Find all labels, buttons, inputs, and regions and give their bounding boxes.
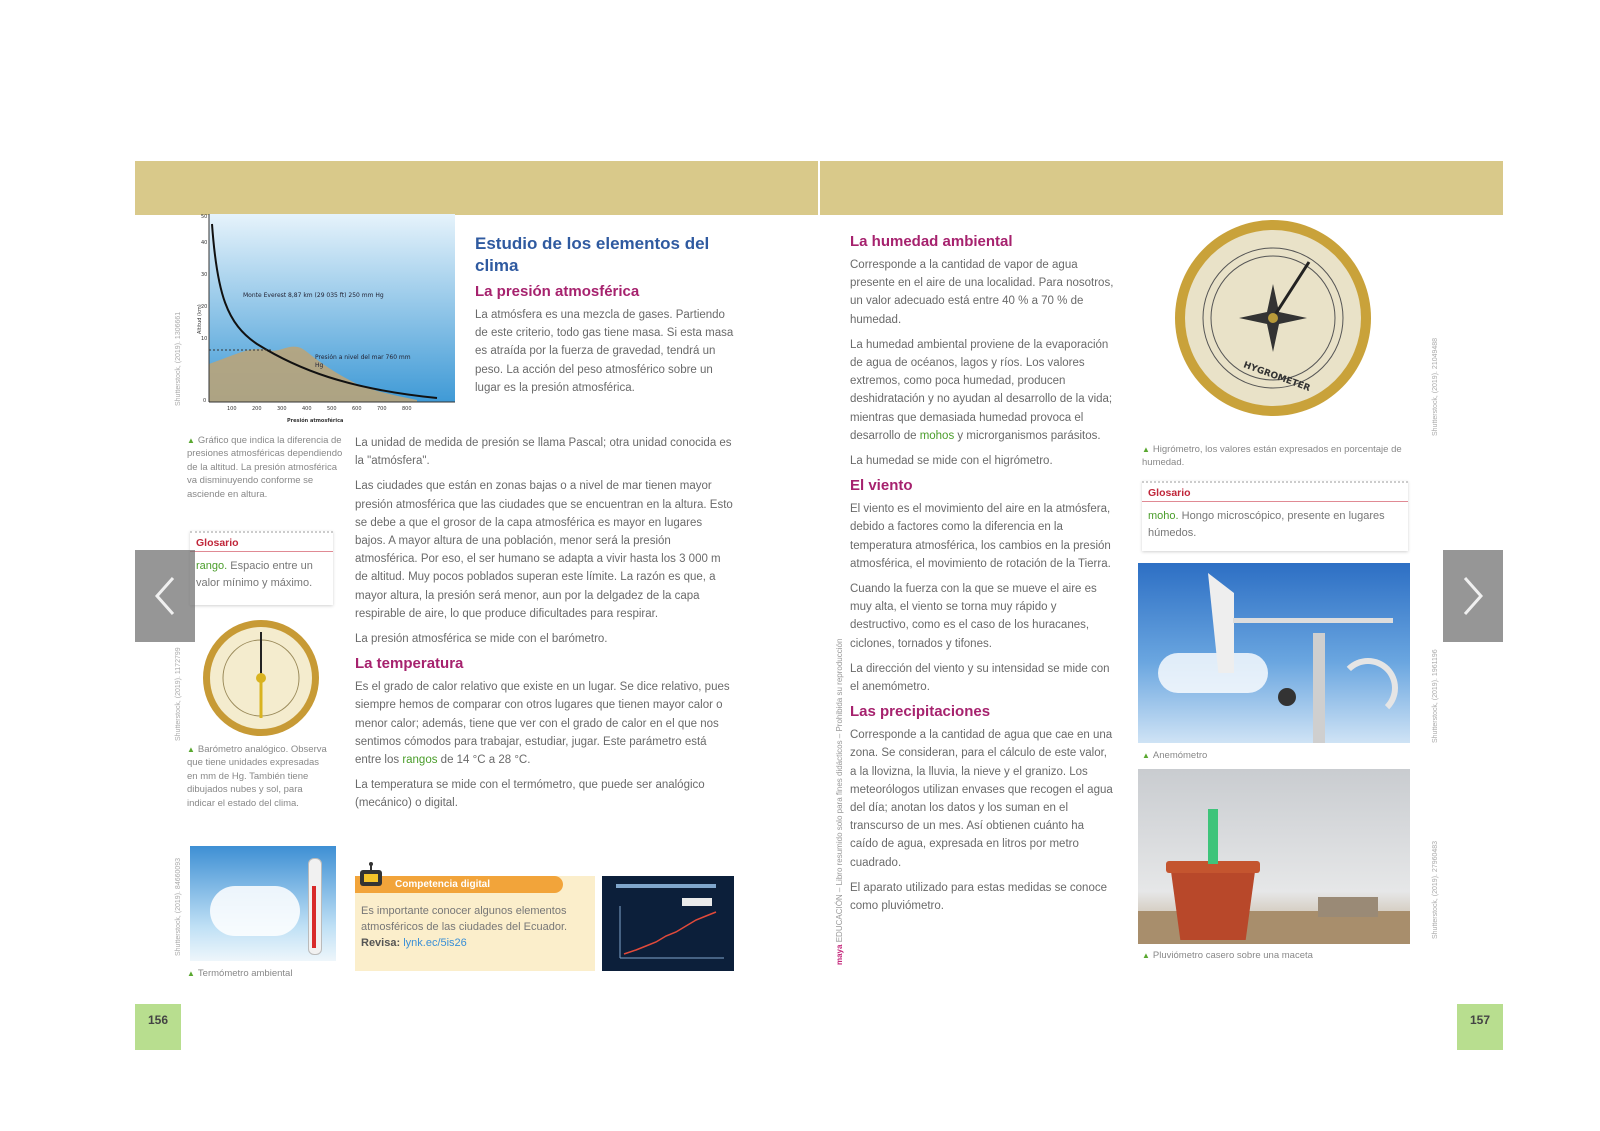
vertical-publisher-note	[835, 639, 844, 965]
svg-text:30: 30	[201, 272, 208, 278]
triangle-bullet-icon: ▲	[1142, 445, 1150, 454]
hygrometer-image	[1173, 218, 1373, 418]
glossary-box	[190, 531, 333, 605]
page-number: 156	[135, 1004, 181, 1050]
image-credit: Shutterstock, (2019). 84660093	[175, 857, 182, 956]
paragraph: El viento es el movimiento del aire en la atmósfera, debido a factores como la diferencia en la temperatura atmosférica, los cambios en la presión atmosférica, el movimiento de rotación de la Tierra.	[850, 503, 1111, 570]
hygrometer-caption: ▲ Higrómetro, los valores están expresados en porcentaje de humedad.	[1142, 444, 1402, 469]
image-credit: Shutterstock, (2019). 1172799	[175, 647, 182, 741]
svg-text:200: 200	[252, 406, 262, 412]
paragraph: La atmósfera es una mezcla de gases. Partiendo de este criterio, todo gas tiene masa. Si esta masa es atraída por la fuerza de gravedad, tendrá un peso. La acción del peso atmosférico sobre un lugar es la presión atmosférica.	[475, 309, 734, 394]
glossary-term: rango.	[196, 560, 228, 572]
anemometer-caption: ▲ Anemómetro	[1142, 750, 1208, 761]
left-column-main	[355, 434, 735, 820]
paragraph: Las ciudades que están en zonas bajas o a nivel de mar tienen mayor presión atmosférica que las ciudades que se encuentran en la altura. Esto se debe a que el grosor de la capa atmosférica es mayor en lugares bajos. A mayor altura de una población, menor será la presión atmosférica. Por eso, el ser humano se adapta a vivir hasta los 3 000 m de altitud. Muy pocos poblados superan este límite. La razón es que, a mayor altura, la presión será menor, aun por la delgadez de la capa respirable de aire, lo que produce dificultades para respirar.	[355, 480, 733, 620]
hygrometer-brand: HYGROMETER	[1241, 360, 1312, 394]
paragraph: Corresponde a la cantidad de agua que cae en una zona. Se consideran, para el cálculo de este valor, a la llovizna, la lluvia, la nieve y el granizo. Los meteorólogos utilizan envases que recogen el agua del día; anotan los datos y los suman en el transcurso de un mes. Así obtienen cuánto ha caído de agua, expresada en litros por metro cuadrado.	[850, 729, 1113, 869]
svg-text:400: 400	[302, 406, 312, 412]
section-heading-humidity: La humedad ambiental	[850, 233, 1013, 250]
triangle-bullet-icon: ▲	[1142, 751, 1150, 760]
triangle-bullet-icon: ▲	[187, 436, 195, 445]
left-column-top	[475, 233, 735, 404]
chart-ylabel: Altitud (km)	[197, 304, 203, 334]
glossary-definition: Espacio entre un valor mínimo y máximo.	[196, 560, 313, 589]
svg-text:500: 500	[327, 406, 337, 412]
svg-text:0: 0	[203, 398, 207, 404]
barometer-image	[201, 618, 321, 738]
triangle-bullet-icon: ▲	[187, 969, 195, 978]
digital-text: Es importante conocer algunos elementos atmosféricos de las ciudades del Ecuador.	[361, 905, 568, 933]
svg-text:100: 100	[227, 406, 237, 412]
publisher-note: EDUCACIÓN – Libro resumido solo para fines didácticos – Prohibida su reproducción	[835, 638, 844, 943]
glossary-title: Glosario	[190, 533, 333, 552]
left-page	[135, 161, 818, 1050]
page-header-band	[820, 161, 1503, 215]
review-label: Revisa:	[361, 937, 401, 949]
robot-icon	[357, 862, 385, 890]
page-title: Estudio de los elementos del clima	[475, 234, 710, 275]
svg-text:700: 700	[377, 406, 387, 412]
chevron-left-icon	[151, 574, 179, 618]
right-page	[820, 161, 1503, 1050]
image-credit: Shutterstock, (2019). 1306661	[175, 311, 182, 406]
pressure-altitude-chart	[197, 214, 455, 430]
publisher-brand: maya	[835, 944, 844, 965]
paragraph: La presión atmosférica se mide con el barómetro.	[355, 633, 608, 646]
page-header-band	[135, 161, 818, 215]
svg-text:300: 300	[277, 406, 287, 412]
triangle-bullet-icon: ▲	[1142, 951, 1150, 960]
triangle-bullet-icon: ▲	[187, 745, 195, 754]
thermometer-image	[190, 846, 336, 961]
paragraph: Corresponde a la cantidad de vapor de agua presente en el aire de una localidad. Para nosotros, un valor adecuado está entre 40 % a 70 % de humedad.	[850, 259, 1114, 326]
svg-text:800: 800	[402, 406, 412, 412]
chart-xlabel: Presión atmosférica	[287, 418, 344, 424]
chart-annotation-everest: Monte Everest 8,87 km (29 035 ft) 250 mm Hg	[243, 292, 384, 299]
chart-caption: ▲ Gráfico que indica la diferencia de presiones atmosféricas dependiendo de la altitud. La presión atmosférica va disminuyendo conforme se asciende en altura.	[187, 435, 343, 500]
section-heading-temperature: La temperatura	[355, 655, 464, 673]
pluviometer-caption: ▲ Pluviómetro casero sobre una maceta	[1142, 950, 1313, 961]
section-heading-precipitation: Las precipitaciones	[850, 703, 991, 721]
paragraph: La humedad se mide con el higrómetro.	[850, 455, 1053, 468]
svg-text:600: 600	[352, 406, 362, 412]
paragraph: La humedad ambiental proviene de la evaporación de agua de océanos, lagos y ríos. Los valores extremos, como poca humedad, producen deshidratación y no ayudan al desarrollo de la vida; mientras que demasiada humedad provoca el desarrollo de mohos y microrganismos parásitos.	[850, 338, 1113, 442]
paragraph: La unidad de medida de presión se llama Pascal; otra unidad conocida es la "atmósfera".	[355, 437, 732, 468]
glossary-link[interactable]: rangos	[402, 754, 438, 767]
glossary-definition: Hongo microscópico, presente en lugares húmedos.	[1148, 510, 1385, 539]
image-credit: Shutterstock, (2019). 1961196	[1432, 649, 1439, 743]
digital-competence-tab: Competencia digital	[355, 876, 563, 893]
previous-page-button[interactable]	[135, 550, 195, 642]
paragraph: Es el grado de calor relativo que existe en un lugar. Se dice relativo, pues siempre hemos de comparar con otros lugares que tienen mayor calor o menor calor; además, tiene que ver con el grado de calor en el que nos sentimos cómodos para trabajar, estudiar, jugar. Este parámetro está entre los rangos de 14 °C a 28 °C.	[355, 681, 730, 767]
page-number: 157	[1457, 1004, 1503, 1050]
image-credit: Shutterstock, (2019). 21049488	[1432, 337, 1439, 436]
pluviometer-image	[1138, 769, 1410, 944]
chevron-right-icon	[1459, 574, 1487, 618]
section-heading-wind: El viento	[850, 477, 913, 495]
svg-text:50: 50	[201, 214, 208, 220]
image-credit: Shutterstock, (2019). 27960483	[1432, 840, 1439, 939]
digital-competence-box	[355, 876, 595, 971]
digital-chart-thumbnail[interactable]	[602, 876, 734, 971]
barometer-caption: ▲ Barómetro analógico. Observa que tiene unidades expresadas en mm de Hg. También tiene dibujados nubes y sol, para indicar el estado del clima.	[187, 744, 327, 809]
book-spread	[135, 161, 1503, 1050]
next-page-button[interactable]	[1443, 550, 1503, 642]
svg-text:10: 10	[201, 336, 208, 342]
glossary-title: Glosario	[1142, 483, 1408, 502]
paragraph: El aparato utilizado para estas medidas se conoce como pluviómetro.	[850, 881, 1107, 913]
glossary-term: moho.	[1148, 510, 1179, 522]
paragraph: La temperatura se mide con el termómetro, que puede ser analógico (mecánico) o digital.	[355, 779, 705, 810]
svg-text:20: 20	[201, 304, 208, 310]
thermometer-caption: ▲ Termómetro ambiental	[187, 968, 293, 979]
svg-text:40: 40	[201, 240, 208, 246]
review-link[interactable]: lynk.ec/5is26	[403, 937, 467, 949]
anemometer-image	[1138, 563, 1410, 743]
section-heading-pressure: La presión atmosférica	[475, 283, 640, 300]
glossary-box	[1142, 481, 1408, 551]
glossary-link[interactable]: mohos	[919, 429, 955, 442]
paragraph: Cuando la fuerza con la que se mueve el aire es muy alta, el viento se torna muy rápido y destructivo, como es el caso de los huracanes, ciclones, tornados y tifones.	[850, 583, 1097, 650]
right-column	[850, 233, 1115, 922]
paragraph: La dirección del viento y su intensidad se mide con el anemómetro.	[850, 662, 1110, 694]
chart-annotation-sea: Presión a nivel del mar 760 mm Hg	[315, 354, 411, 369]
